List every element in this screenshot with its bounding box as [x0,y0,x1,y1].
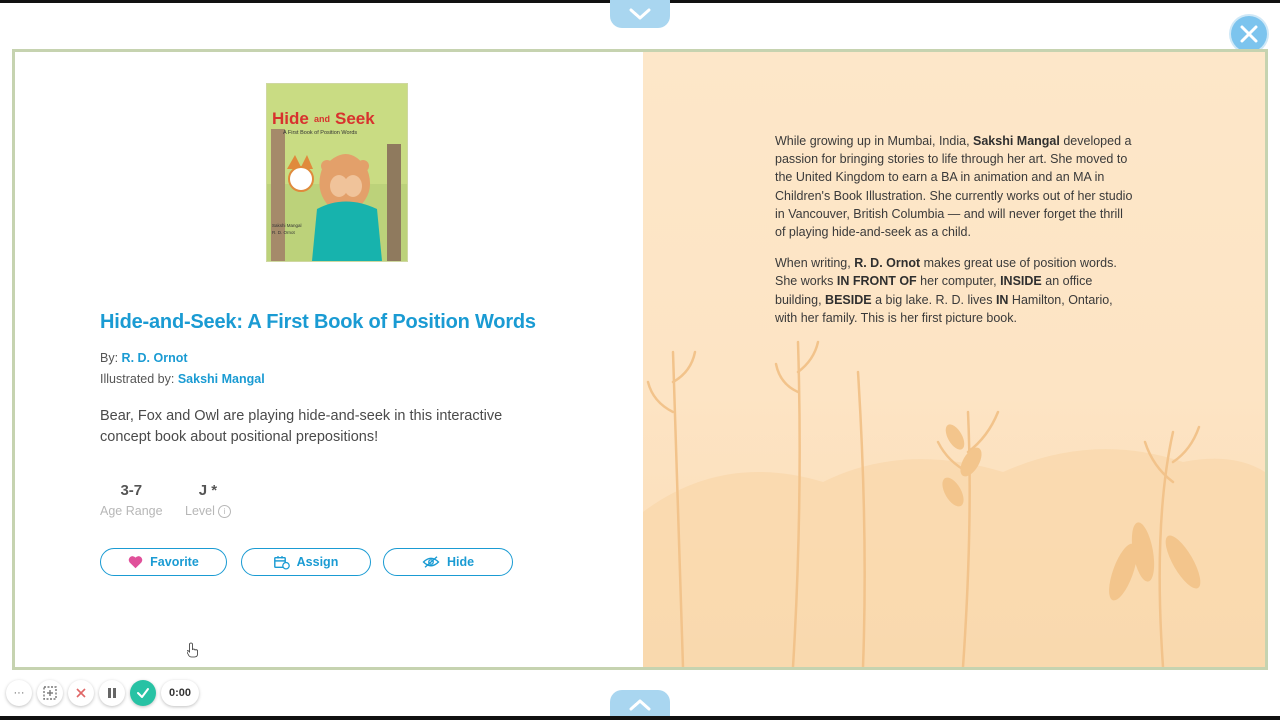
book-title: Hide-and-Seek: A First Book of Position Words [100,311,536,333]
screen-select-button[interactable] [37,680,63,706]
close-icon [75,687,87,699]
bio-text: her computer, [916,274,1001,289]
cancel-recording-button[interactable] [68,680,94,706]
pause-icon [106,687,118,699]
info-icon[interactable]: i [218,505,231,518]
svg-text:Seek: Seek [335,109,375,128]
author-bio [775,132,1135,340]
svg-text:Hide: Hide [272,109,309,128]
author-prefix: By: [100,351,119,365]
book-description: Bear, Fox and Owl are playing hide-and-seek in this interactive concept book about positional prepositions! [100,408,503,445]
book-details-panel [15,52,647,667]
collapse-top-tab[interactable] [610,0,670,28]
pause-button[interactable] [99,680,125,706]
close-button[interactable] [1231,16,1267,52]
hand-cursor-icon [187,642,199,658]
author-line [100,351,188,365]
book-cover[interactable] [266,83,408,262]
more-icon: ··· [13,687,25,699]
bio-text: Hamilton, Ontario, with her family. This is her first picture book. [775,292,1113,325]
recording-toolbar [6,679,199,707]
screen-select-icon [42,685,58,701]
level-label: Level [185,504,215,518]
bio-text: makes great use of position words. She works [775,256,1117,289]
age-range-stat [100,482,163,518]
level-value: J * [198,482,218,499]
level-label-row [185,504,231,518]
illustrator-bio [775,132,1135,241]
more-button[interactable] [6,680,32,706]
illustrator-link[interactable]: Sakshi Mangal [177,372,265,386]
hide-label: Hide [446,555,475,569]
bio-text: an office building, [775,274,1093,307]
level-stat [185,482,231,518]
bio-position-word: IN FRONT OF [836,274,917,289]
bio-position-word: BESIDE [825,292,872,307]
bottom-border [0,716,1280,720]
assign-button[interactable] [241,548,371,576]
eye-slash-icon [422,555,440,569]
svg-text:R. D. Ornot: R. D. Ornot [272,230,295,235]
svg-text:and: and [314,114,331,124]
bio-position-word: INSIDE [1000,274,1042,289]
age-range-label: Age Range [100,504,163,518]
illustrator-line [100,372,265,386]
bio-author-name: R. D. Ornot [854,256,921,271]
hide-button[interactable] [383,548,513,576]
age-range-value: 3-7 [120,482,143,499]
author-link[interactable]: R. D. Ornot [121,351,188,365]
favorite-label: Favorite [150,555,199,569]
bio-text: developed a passion for bringing stories to life through her art. She moved to the United Kingdom to earn a BA in animation and an MA in Children's Book Illustration. She currently works out of her studio in Vancouver, British Columbia — and will never forget the thrill of playing hide-and-seek as a child. [775,134,1133,240]
illustrator-prefix: Illustrated by: [100,372,175,386]
svg-text:Sakshi Mangal: Sakshi Mangal [272,223,302,228]
chevron-down-icon [628,7,652,21]
cover-illustration [267,84,407,261]
favorite-button[interactable] [100,548,227,576]
heart-icon [128,555,143,569]
chevron-up-icon [628,698,652,712]
finish-recording-button[interactable] [130,680,156,706]
assign-icon [274,555,290,570]
recording-timer: 0:00 [161,680,199,706]
bio-position-word: IN [995,292,1009,307]
assign-label: Assign [296,555,339,569]
bio-text: When writing, [775,256,855,271]
bio-text: a big lake. R. D. lives [871,292,996,307]
book-spread [12,49,1268,670]
author-bio-page [643,52,1265,667]
close-icon [1238,23,1260,45]
svg-text:A First Book of Position Words: A First Book of Position Words [283,130,358,136]
check-icon [136,686,150,700]
author-bio-paragraph [775,254,1135,327]
bio-text: While growing up in Mumbai, India, [775,134,974,148]
bio-illustrator-name: Sakshi Mangal [973,134,1060,148]
